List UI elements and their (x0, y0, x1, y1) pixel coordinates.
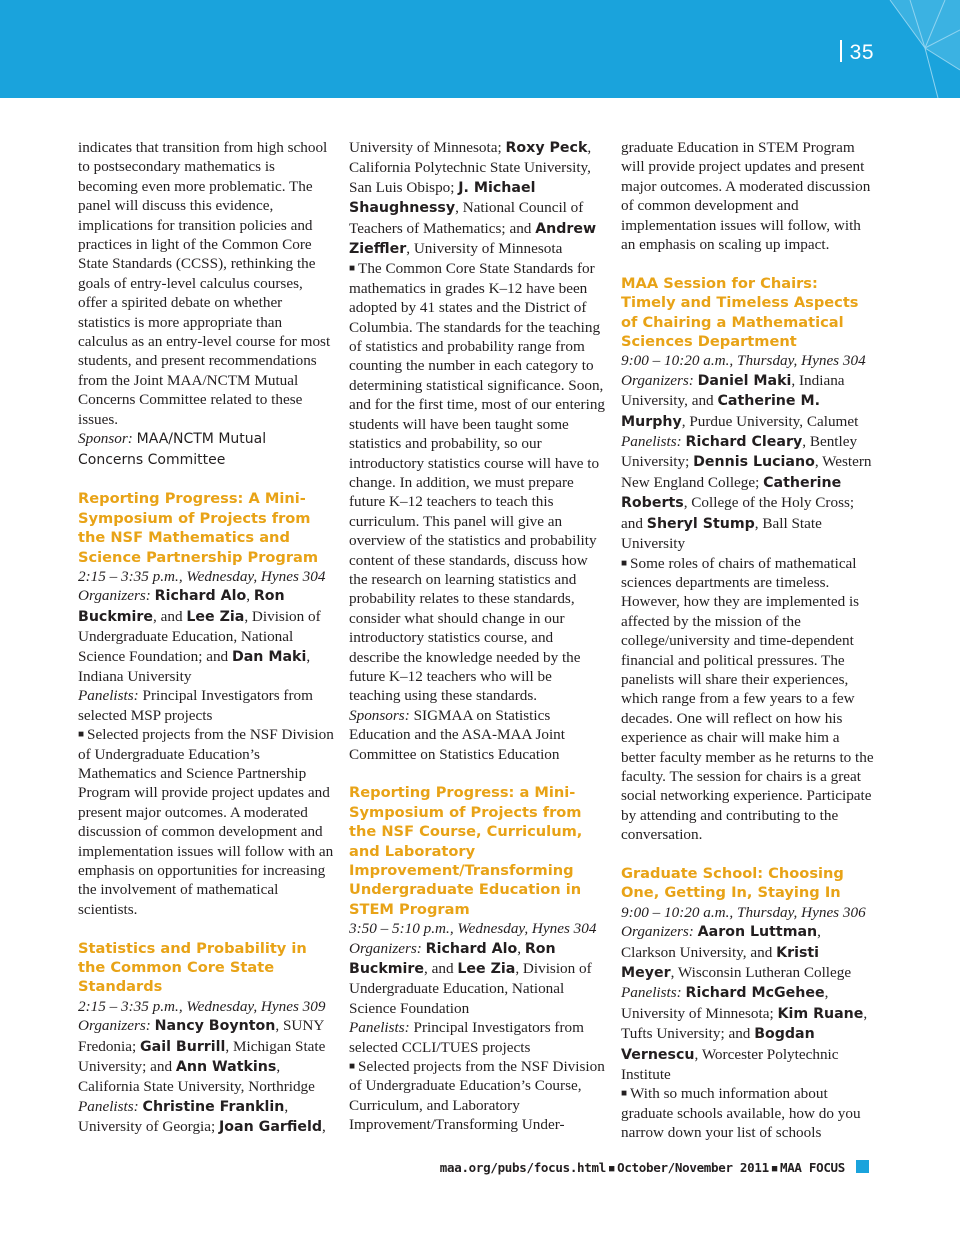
panelists: Panelists: Principal Investigators from selected MSP projects (78, 687, 313, 724)
page-number: 35 (840, 40, 874, 65)
organizers: Organizers: Richard Alo, Ron Buckmire, and Lee Zia, Division of Undergraduate Education, National Science Foundation (349, 939, 592, 1017)
organizers: Organizers: Nancy Boynton, SUNY Fredonia; Gail Burrill, Michigan State University; and Ann Watkins, California State University, Northridge (78, 1017, 326, 1096)
column-1 (78, 138, 334, 1138)
footer-publication: MAA FOCUS (779, 1160, 845, 1175)
session-description: ■ Some roles of chairs of mathematical sciences departments are timeless. However, how they are implemented is affected by the mission of the college/university and time-dependent financial and political pressures. The panelists will share their experiences, which range from a few years to a few decades. One will reflect on how his experience as chair will make him a better faculty member as he returns to the faculty. The session for chairs is a great social networking experience. Participate by attending and contributing to the conversation. (621, 554, 874, 844)
panelists: Panelists: Richard Cleary, Bentley University; Dennis Luciano, Western New England College; Catherine Roberts, College of the Holy Cross; and Sheryl Stump, Ball State University (621, 433, 872, 553)
footer-issue: October/November 2011 (617, 1160, 769, 1175)
session-title-chairs: MAA Session for Chairs: Timely and Timeless Aspects of Chairing a Mathematical Sciences Department (621, 274, 859, 351)
session-description: ■ Selected projects from the NSF Division of Undergraduate Education’s Mathematics and Science Partnership Program will provide project updates and present major outcomes. A moderated discussion of common development and implementation issues will follow with an emphasis on opportunities for increasing the involvement of mathematical scientists. (78, 726, 334, 918)
session-time: 2:15 – 3:35 p.m., Wednesday, Hynes 304 (78, 567, 326, 585)
session-time: 9:00 – 10:20 a.m., Thursday, Hynes 306 (621, 903, 866, 921)
session-description: ■ Selected projects from the NSF Division of Undergraduate Education’s Course, Curriculum, and Laboratory Improvement/Transforming Under- (349, 1058, 605, 1134)
column-2 (349, 138, 605, 1135)
organizers: Organizers: Aaron Luttman, Clarkson University, and Kristi Meyer, Wisconsin Lutheran College (621, 923, 852, 982)
session-time: 9:00 – 10:20 a.m., Thursday, Hynes 304 (621, 352, 866, 370)
session-title-statistics: Statistics and Probability in the Common Core State Standards (78, 939, 307, 996)
sponsor-line: Sponsor: MAA/NCTM Mutual Concerns Committee (78, 430, 267, 468)
session-description: ■ With so much information about graduate schools available, how do you narrow down your list of schools (621, 1085, 861, 1142)
footer: maa.org/pubs/focus.html ■ October/November 2011 ■ MAA FOCUS (439, 1160, 845, 1175)
panelists: Panelists: Christine Franklin, University of Georgia; Joan Garfield, (78, 1097, 326, 1136)
description-continued: graduate Education in STEM Program will provide project updates and present major outcomes. A moderated discussion of common development and implementation issues will follow, with an emphasis on scaling up impact. (621, 139, 871, 254)
session-title-graduate-school: Graduate School: Choosing One, Getting In, Staying In (621, 865, 844, 902)
session-title-ccli: Reporting Progress: a Mini-Symposium of Projects from the NSF Course, Curriculum, and Laboratory Improvement/Transforming Undergraduate Education in STEM Program (349, 784, 583, 918)
session-title-msp: Reporting Progress: A Mini-Symposium of Projects from the NSF Mathematics and Science Partnership Program (78, 490, 319, 566)
session-time: 2:15 – 3:35 p.m., Wednesday, Hynes 309 (78, 997, 326, 1015)
header-band (0, 0, 960, 98)
panelists-continued: University of Minnesota; Roxy Peck, California Polytechnic State University, San Luis Obispo; J. Michael Shaughnessy, National Council of Teachers of Mathematics; and Andrew Zieffler, University of Minnesota (349, 139, 597, 258)
session-description: ■ The Common Core State Standards for mathematics in grades K–12 have been adopted by 41 states and the District of Columbia. The standards for the teaching of statistics and probability range from counting the number in each category to determining statistical significance. Soon, and for the first time, most of our entering students will have been taught some statistics and probability, so our introductory statistics course will have to change. In addition, we must prepare future K–12 teachers to teach this curriculum. This panel will give an overview of the statistics and probability content of these standards, discuss how the research on learning statistics and probability relates to these standards, consider what should change in our introductory statistics course, and describe the knowledge needed by the future K–12 teachers who will be teaching using these standards. (349, 260, 606, 705)
intro-paragraph: indicates that transition from high school to postsecondary mathematics is becoming even more problematic. The panel will discuss this evidence, implications for transition policies and practices in light of the Common Core State Standards (CCSS), rethinking the goals of entry-level calculus courses, offer a spirited debate on whether statistics is more appropriate than calculus as an entry-level course for most students, and present recommendations from the Joint MAA/NCTM Mutual Concerns Committee related to these issues. (78, 139, 331, 428)
footer-url: maa.org/pubs/focus.html (439, 1160, 606, 1175)
column-3 (621, 138, 877, 1143)
organizers: Organizers: Daniel Maki, Indiana University, and Catherine M. Murphy, Purdue University, Calumet (621, 371, 859, 430)
footer-square-marker (856, 1160, 869, 1173)
sponsor-line: Sponsors: SIGMAA on Statistics Education and the ASA-MAA Joint Committee on Statistics Education (349, 706, 565, 763)
organizers: Organizers: Richard Alo, Ron Buckmire, and Lee Zia, Division of Undergraduate Education, National Science Foundation; and Dan Maki, Indiana University (78, 587, 321, 685)
panelists: Panelists: Richard McGehee, University of Minnesota; Kim Ruane, Tufts University; and Bogdan Vernescu, Worcester Polytechnic Institute (621, 984, 868, 1084)
panelists: Panelists: Principal Investigators from selected CCLI/TUES projects (349, 1019, 584, 1056)
session-time: 3:50 – 5:10 p.m., Wednesday, Hynes 304 (349, 920, 597, 938)
